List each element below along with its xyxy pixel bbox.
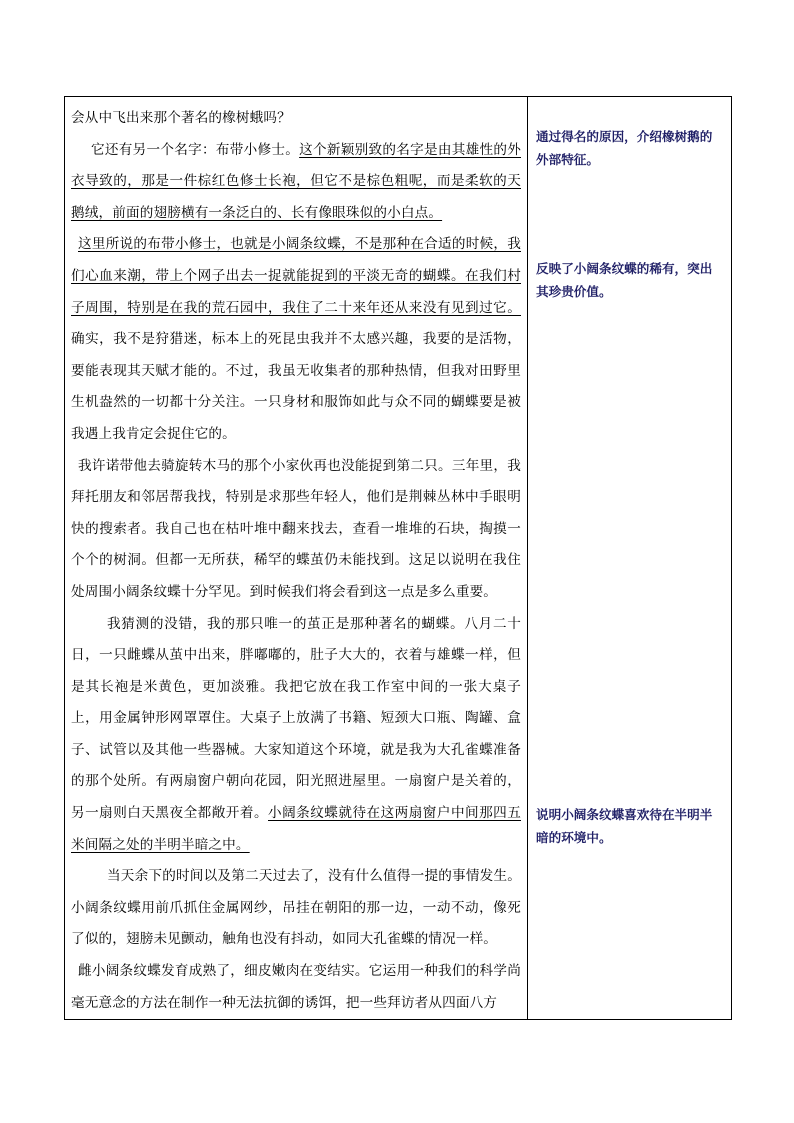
paragraph-7-text: 雌小阔条纹蝶发育成熟了，细皮嫩肉在变结实。它运用一种我们的科学尚毫无意念的方法在制作一种无法抗御的诱饵，把一些拜访者从四面八方 — [71, 963, 521, 1011]
underlined-sentence-1: 这个新颖别致的名字是由其雄性的外衣导致的，那是一件棕红色修士长袍，但它不是棕色粗呢，而是柔软的天鹅绒，前面的翅膀横有一条泛白的、长有像眼珠似的小白点。 — [71, 141, 521, 221]
annotation-table — [64, 96, 732, 1020]
underlined-sentence-2: 这里所说的布带小修士，也就是小阔条纹蝶，不是那种在合适的时候，我们心血来潮，带上个网子出去一捉就能捉到的平淡无奇的蝴蝶。在我们村子周围，特别是在我的荒石园中，我住了二十来年还从来没有见到过它。 — [71, 236, 521, 316]
paragraph-4-text: 我许诺带他去骑旋转木马的那个小家伙再也没能捉到第二只。三年里，我拜托朋友和邻居帮我找，特别是求那些年轻人，他们是荆棘丛林中手眼明快的搜索者。我自己也在枯叶堆中翻来找去，查看一堆堆的石块，掏摸一个个的树洞。但都一无所获，稀罕的蝶茧仍未能找到。这足以说明在我住处周围小阔条纹蝶十分罕见。到时候我们将会看到这一点是多么重要。 — [71, 457, 521, 600]
paragraph-6-text: 当天余下的时间以及第二天过去了，没有什么值得一提的事情发生。小阔条纹蝶用前爪抓住金属网纱，吊挂在朝阳的那一边，一动不动，像死了似的，翅膀未见颤动，触角也没有抖动，如同大孔雀蝶的情况一样。 — [71, 868, 521, 948]
note-2: 反映了小阔条纹蝶的稀有，突出其珍贵价值。 — [536, 261, 713, 299]
paragraph-5-text: 我猜测的没错，我的那只唯一的茧正是那种著名的蝴蝶。八月二十日，一只雌蝶从茧中出来，胖嘟嘟的，肚子大大的，衣着与雄蝶一样，但是其长袍是米黄色，更加淡雅。我把它放在我工作室中间的一张大桌子上，用金属钟形网罩罩住。大桌子上放满了书籍、短颈大口瓶、陶罐、盒子、试管以及其他一些器械。大家知道这个环境，就是我为大孔雀蝶准备的那个处所。有两扇窗户朝向花园，阳光照进屋里。一扇窗户是关着的，另一扇则白天黑夜全都敞开着。 — [71, 615, 521, 822]
paragraph-2 — [71, 135, 521, 230]
paragraph-1 — [71, 103, 521, 135]
notes-cell — [528, 97, 732, 1020]
paragraph-4 — [71, 451, 521, 609]
note-1: 通过得名的原因，介绍橡树鹅的外部特征。 — [536, 129, 713, 167]
main-text-cell — [65, 97, 528, 1020]
paragraph-1-text: 会从中飞出来那个著名的橡树蛾吗？ — [71, 110, 291, 126]
paragraph-2-text: 它还有另一个名字：布带小修士。 — [91, 141, 300, 158]
paragraph-3-text: 确实，我不是狩猎迷，标本上的死昆虫我并不太感兴趣，我要的是活物，要能表现其天赋才能的。不过，我虽无收集者的那种热情，但我对田野里生机盎然的一切都十分关注。一只身材和服饰如此与众不同的蝴蝶要是被我遇上我肯定会捉住它的。 — [71, 331, 521, 442]
main-text — [65, 97, 527, 1019]
paragraph-6 — [71, 861, 521, 956]
paragraph-5 — [71, 609, 521, 862]
paragraph-7 — [71, 956, 521, 1019]
underlined-sentence-3: 小阔条纹蝶就待在这两扇窗户中间那四五米间隔之处的半明半暗之中。 — [71, 805, 521, 853]
note-3: 说明小阔条纹蝶喜欢待在半明半暗的环境中。 — [536, 807, 713, 845]
paragraph-3 — [71, 229, 521, 450]
